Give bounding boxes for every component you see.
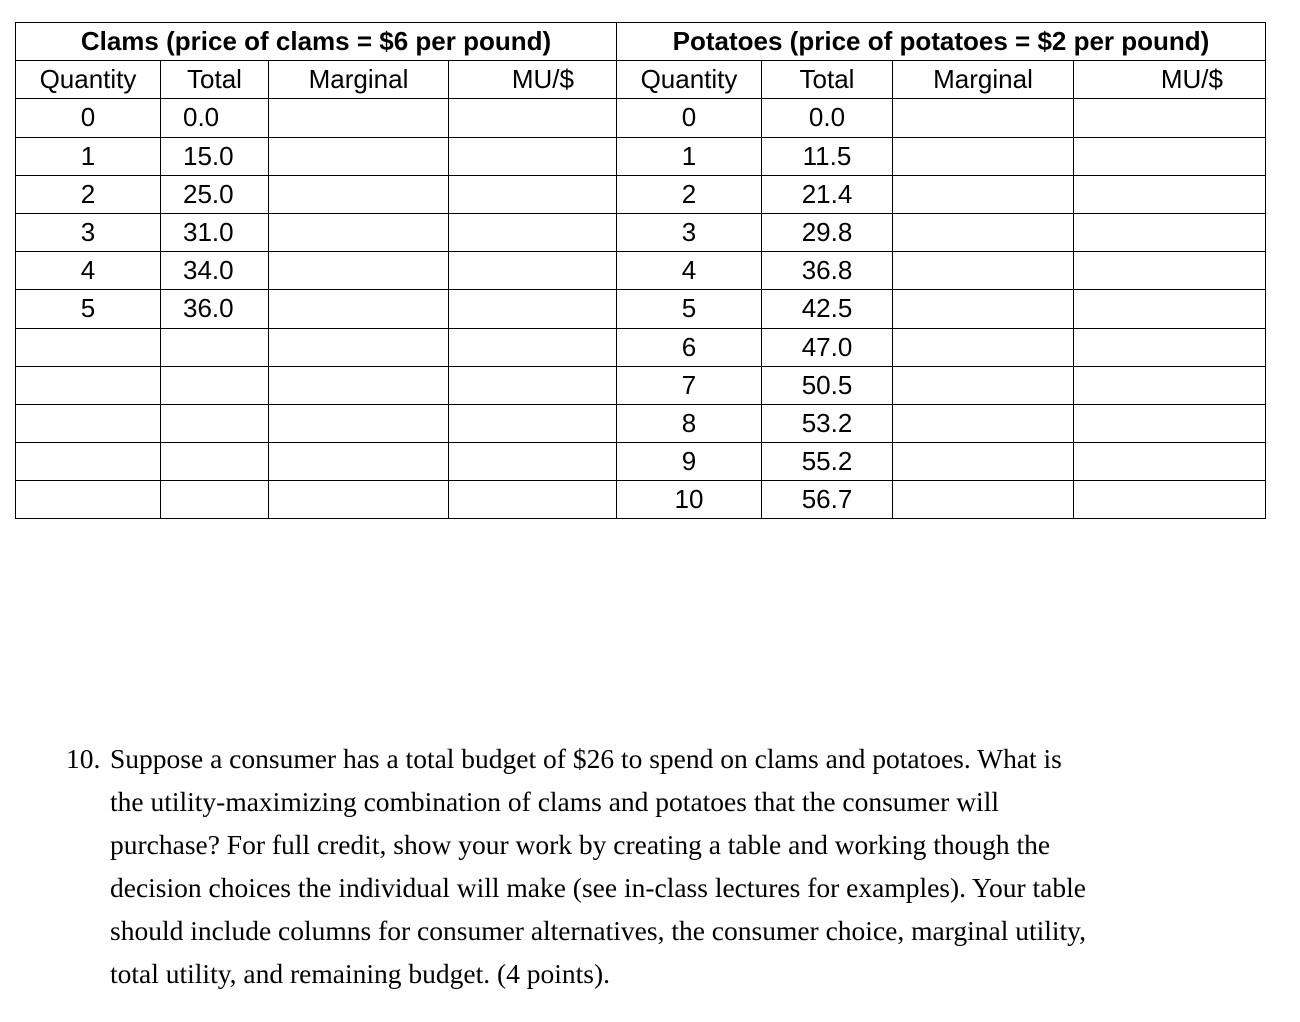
- table-row: [16, 290, 1266, 328]
- clams-marginal-cell: [269, 366, 449, 404]
- potatoes-total-cell: 56.7: [762, 481, 893, 519]
- potatoes-marginal-cell: [893, 290, 1074, 328]
- clams-mu-per-dollar-cell: [449, 290, 617, 328]
- clams-marginal-cell: [269, 137, 449, 175]
- clams-total-cell: [161, 404, 269, 442]
- potatoes-quantity-cell: 7: [617, 366, 762, 404]
- potatoes-total-cell: 36.8: [762, 252, 893, 290]
- potatoes-quantity-cell: 9: [617, 443, 762, 481]
- potatoes-marginal-cell: [893, 175, 1074, 213]
- clams-title: Clams (price of clams = $6 per pound): [16, 23, 617, 61]
- clams-mu-per-dollar-cell: [449, 99, 617, 137]
- potatoes-mu-per-dollar-cell: [1074, 175, 1266, 213]
- clams-marginal-cell: [269, 328, 449, 366]
- potatoes-marginal-cell: [893, 404, 1074, 442]
- table-row: [16, 328, 1266, 366]
- clams-total-cell: 15.0: [161, 137, 269, 175]
- header-row: [16, 61, 1266, 99]
- potatoes-mu-per-dollar-cell: [1074, 328, 1266, 366]
- table-row: [16, 99, 1266, 137]
- clams-total-cell: [161, 366, 269, 404]
- question-line: should include columns for consumer alternatives, the consumer choice, marginal utility,: [110, 915, 1086, 946]
- clams-quantity-cell: 3: [16, 213, 161, 251]
- table-row: [16, 443, 1266, 481]
- clams-total-cell: [161, 481, 269, 519]
- potatoes-marginal-cell: [893, 366, 1074, 404]
- clams-total-cell: 31.0: [161, 213, 269, 251]
- question-line: total utility, and remaining budget. (4 points).: [110, 958, 611, 989]
- clams-mu-per-dollar-header: MU/$: [449, 61, 617, 99]
- clams-quantity-cell: [16, 328, 161, 366]
- potatoes-mu-per-dollar-cell: [1074, 137, 1266, 175]
- clams-quantity-cell: 0: [16, 99, 161, 137]
- clams-mu-per-dollar-cell: [449, 252, 617, 290]
- potatoes-total-header: Total: [762, 61, 893, 99]
- clams-quantity-cell: 1: [16, 137, 161, 175]
- potatoes-total-cell: 0.0: [762, 99, 893, 137]
- utility-table: [15, 22, 1266, 519]
- clams-total-cell: 25.0: [161, 175, 269, 213]
- clams-mu-per-dollar-cell: [449, 481, 617, 519]
- clams-marginal-cell: [269, 481, 449, 519]
- clams-total-header: Total: [161, 61, 269, 99]
- clams-quantity-cell: 4: [16, 252, 161, 290]
- potatoes-quantity-cell: 4: [617, 252, 762, 290]
- table-row: [16, 175, 1266, 213]
- question-line: Suppose a consumer has a total budget of $26 to spend on clams and potatoes. What is: [110, 743, 1062, 774]
- potatoes-mu-per-dollar-cell: [1074, 366, 1266, 404]
- clams-total-cell: 0.0: [161, 99, 269, 137]
- table-row: [16, 213, 1266, 251]
- potatoes-marginal-cell: [893, 328, 1074, 366]
- table-row: [16, 252, 1266, 290]
- potatoes-mu-per-dollar-cell: [1074, 481, 1266, 519]
- potatoes-total-cell: 47.0: [762, 328, 893, 366]
- potatoes-total-cell: 50.5: [762, 366, 893, 404]
- potatoes-quantity-cell: 6: [617, 328, 762, 366]
- clams-mu-per-dollar-cell: [449, 404, 617, 442]
- potatoes-total-cell: 11.5: [762, 137, 893, 175]
- potatoes-quantity-cell: 10: [617, 481, 762, 519]
- potatoes-quantity-cell: 8: [617, 404, 762, 442]
- clams-mu-per-dollar-cell: [449, 137, 617, 175]
- potatoes-mu-per-dollar-cell: [1074, 99, 1266, 137]
- potatoes-quantity-cell: 2: [617, 175, 762, 213]
- potatoes-quantity-header: Quantity: [617, 61, 762, 99]
- potatoes-marginal-cell: [893, 481, 1074, 519]
- clams-total-cell: 34.0: [161, 252, 269, 290]
- clams-marginal-cell: [269, 213, 449, 251]
- question-line: purchase? For full credit, show your work by creating a table and working though the: [110, 829, 1051, 860]
- clams-quantity-cell: [16, 481, 161, 519]
- potatoes-marginal-cell: [893, 99, 1074, 137]
- potatoes-marginal-cell: [893, 137, 1074, 175]
- potatoes-mu-per-dollar-cell: [1074, 213, 1266, 251]
- clams-quantity-cell: [16, 404, 161, 442]
- clams-quantity-cell: [16, 443, 161, 481]
- clams-quantity-cell: 2: [16, 175, 161, 213]
- potatoes-marginal-cell: [893, 252, 1074, 290]
- potatoes-title: Potatoes (price of potatoes = $2 per pound): [617, 23, 1266, 61]
- clams-marginal-cell: [269, 290, 449, 328]
- question-number: 10.: [66, 743, 101, 774]
- clams-mu-per-dollar-cell: [449, 213, 617, 251]
- clams-mu-per-dollar-cell: [449, 328, 617, 366]
- potatoes-total-cell: 21.4: [762, 175, 893, 213]
- clams-marginal-cell: [269, 252, 449, 290]
- clams-quantity-cell: 5: [16, 290, 161, 328]
- question-text: [110, 737, 1256, 995]
- potatoes-mu-per-dollar-cell: [1074, 404, 1266, 442]
- title-row: [16, 23, 1266, 61]
- potatoes-total-cell: 53.2: [762, 404, 893, 442]
- clams-total-cell: [161, 328, 269, 366]
- question-10: [66, 737, 1256, 995]
- table-row: [16, 366, 1266, 404]
- clams-total-cell: 36.0: [161, 290, 269, 328]
- potatoes-total-cell: 29.8: [762, 213, 893, 251]
- potatoes-mu-per-dollar-cell: [1074, 252, 1266, 290]
- potatoes-mu-per-dollar-header: MU/$: [1074, 61, 1266, 99]
- question-line: decision choices the individual will make (see in-class lectures for examples). Your table: [110, 872, 1086, 903]
- table-body: [16, 99, 1266, 519]
- potatoes-quantity-cell: 5: [617, 290, 762, 328]
- clams-quantity-cell: [16, 366, 161, 404]
- clams-marginal-cell: [269, 443, 449, 481]
- table-row: [16, 404, 1266, 442]
- question-line: the utility-maximizing combination of clams and potatoes that the consumer will: [110, 786, 999, 817]
- clams-marginal-cell: [269, 99, 449, 137]
- potatoes-quantity-cell: 0: [617, 99, 762, 137]
- potatoes-marginal-header: Marginal: [893, 61, 1074, 99]
- potatoes-total-cell: 42.5: [762, 290, 893, 328]
- potatoes-quantity-cell: 3: [617, 213, 762, 251]
- table-row: [16, 137, 1266, 175]
- potatoes-mu-per-dollar-cell: [1074, 443, 1266, 481]
- potatoes-marginal-cell: [893, 443, 1074, 481]
- clams-mu-per-dollar-cell: [449, 175, 617, 213]
- clams-total-cell: [161, 443, 269, 481]
- potatoes-quantity-cell: 1: [617, 137, 762, 175]
- potatoes-total-cell: 55.2: [762, 443, 893, 481]
- clams-mu-per-dollar-cell: [449, 366, 617, 404]
- clams-marginal-header: Marginal: [269, 61, 449, 99]
- table-row: [16, 481, 1266, 519]
- potatoes-mu-per-dollar-cell: [1074, 290, 1266, 328]
- clams-marginal-cell: [269, 404, 449, 442]
- clams-mu-per-dollar-cell: [449, 443, 617, 481]
- clams-quantity-header: Quantity: [16, 61, 161, 99]
- clams-marginal-cell: [269, 175, 449, 213]
- potatoes-marginal-cell: [893, 213, 1074, 251]
